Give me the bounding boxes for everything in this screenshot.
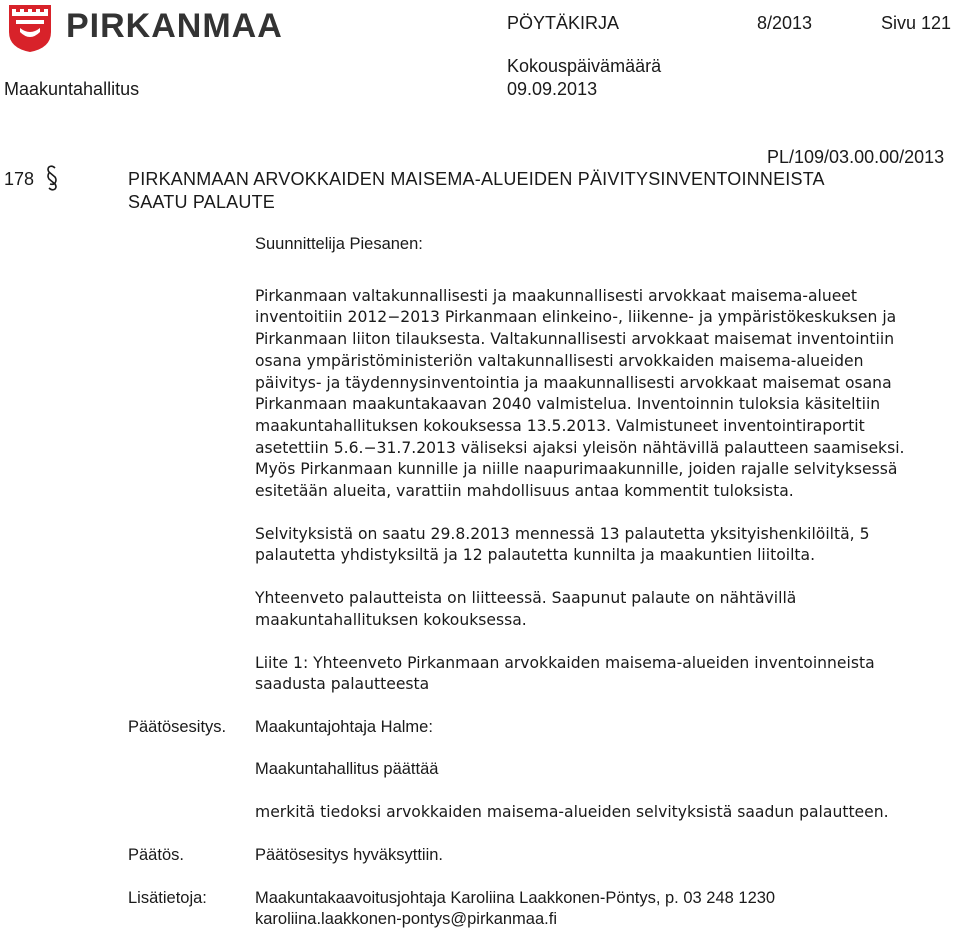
p1-line: maakuntahallituksen kokouksessa 13.5.2013. Valmistuneet inventointiraportit [255, 416, 865, 435]
section-title-line-1: PIRKANMAAN ARVOKKAIDEN MAISEMA-ALUEIDEN PÄIVITYSINVENTOINNEISTA [128, 169, 825, 189]
decision-text: Päätösesitys hyväksyttiin. [255, 846, 443, 864]
board-decides: Maakuntahallitus päättää [255, 760, 439, 778]
attachment-line: saadusta palautteesta [255, 675, 430, 694]
p2-line: Selvityksistä on saatu 29.8.2013 mennessä 13 palautetta yksityishenkilöiltä, 5 [255, 524, 870, 543]
p1-line: Pirkanmaan liiton tilauksesta. Valtakunnallisesti arvokkaat maisemat inventointiin [255, 330, 895, 349]
p1-line: asetettiin 5.6.−31.7.2013 väliseksi ajaksi yleisön nähtävillä palautteen saamiseksi. [255, 438, 905, 457]
p2-line: palautetta yhdistyksiltä ja 12 palautetta kunnilta ja maakuntien liitoilta. [255, 546, 816, 565]
p1-line: osana ympäristöministeriön valtakunnallisesti arvokkaiden maisema-alueiden [255, 351, 864, 370]
p1-line: esitetään alueita, varattiin mahdollisuus antaa kommentit tuloksista. [255, 482, 794, 501]
intro-line: Suunnittelija Piesanen: [255, 235, 423, 253]
decision-label: Päätös. [128, 846, 184, 864]
p1-line: Pirkanmaan valtakunnallisesti ja maakunnallisesti arvokkaat maisema-alueet [255, 286, 858, 305]
proposal-by: Maakuntajohtaja Halme: [255, 718, 433, 736]
meeting-date: 09.09.2013 [507, 79, 598, 99]
org-wordmark: PIRKANMAA [66, 7, 283, 45]
p1-line: Pirkanmaan maakuntakaavan 2040 valmistelua. Inventoinnin tuloksia käsiteltiin [255, 395, 881, 414]
section-sign-icon [44, 164, 60, 192]
p1-line: inventoitiin 2012−2013 Pirkanmaan elinkeino-, liikenne- ja ympäristökeskuksen ja [255, 308, 897, 327]
p3-line: maakuntahallituksen kokouksessa. [255, 610, 527, 629]
section-number: 178 [4, 169, 35, 189]
date-label: Kokouspäivämäärä [507, 56, 662, 76]
p3-line: Yhteenveto palautteista on liitteessä. Saapunut palaute on nähtävillä [255, 589, 797, 608]
p1-line: päivitys- ja täydennysinventointia ja maakunnallisesti arvokkaat maisemat osana [255, 373, 892, 392]
doc-type: PÖYTÄKIRJA [507, 13, 620, 33]
p1-line: Myös Pirkanmaan kunnille ja niille naapurimaakunnille, joiden rajalle selvityksessä [255, 460, 898, 479]
decision-action: merkitä tiedoksi arvokkaiden maisema-alueiden selvityksistä saadun palautteen. [255, 803, 889, 821]
doc-number: 8/2013 [757, 13, 813, 33]
body-name: Maakuntahallitus [4, 79, 140, 99]
page-number: Sivu 121 [881, 13, 952, 33]
section-title-line-2: SAATU PALAUTE [128, 192, 275, 212]
reference-code: PL/109/03.00.00/2013 [767, 147, 945, 167]
contact-person: Maakuntakaavoitusjohtaja Karoliina Laakkonen-Pöntys, p. 03 248 1230 [255, 889, 776, 907]
body-text [255, 234, 955, 696]
pirkanmaa-crest-icon [6, 2, 54, 54]
contact-label: Lisätietoja: [128, 889, 207, 907]
proposal-label: Päätösesitys. [128, 718, 227, 736]
attachment-line: Liite 1: Yhteenveto Pirkanmaan arvokkaiden maisema-alueiden inventoinneista [255, 653, 875, 672]
contact-email: karoliina.laakkonen-pontys@pirkanmaa.fi [255, 910, 557, 928]
